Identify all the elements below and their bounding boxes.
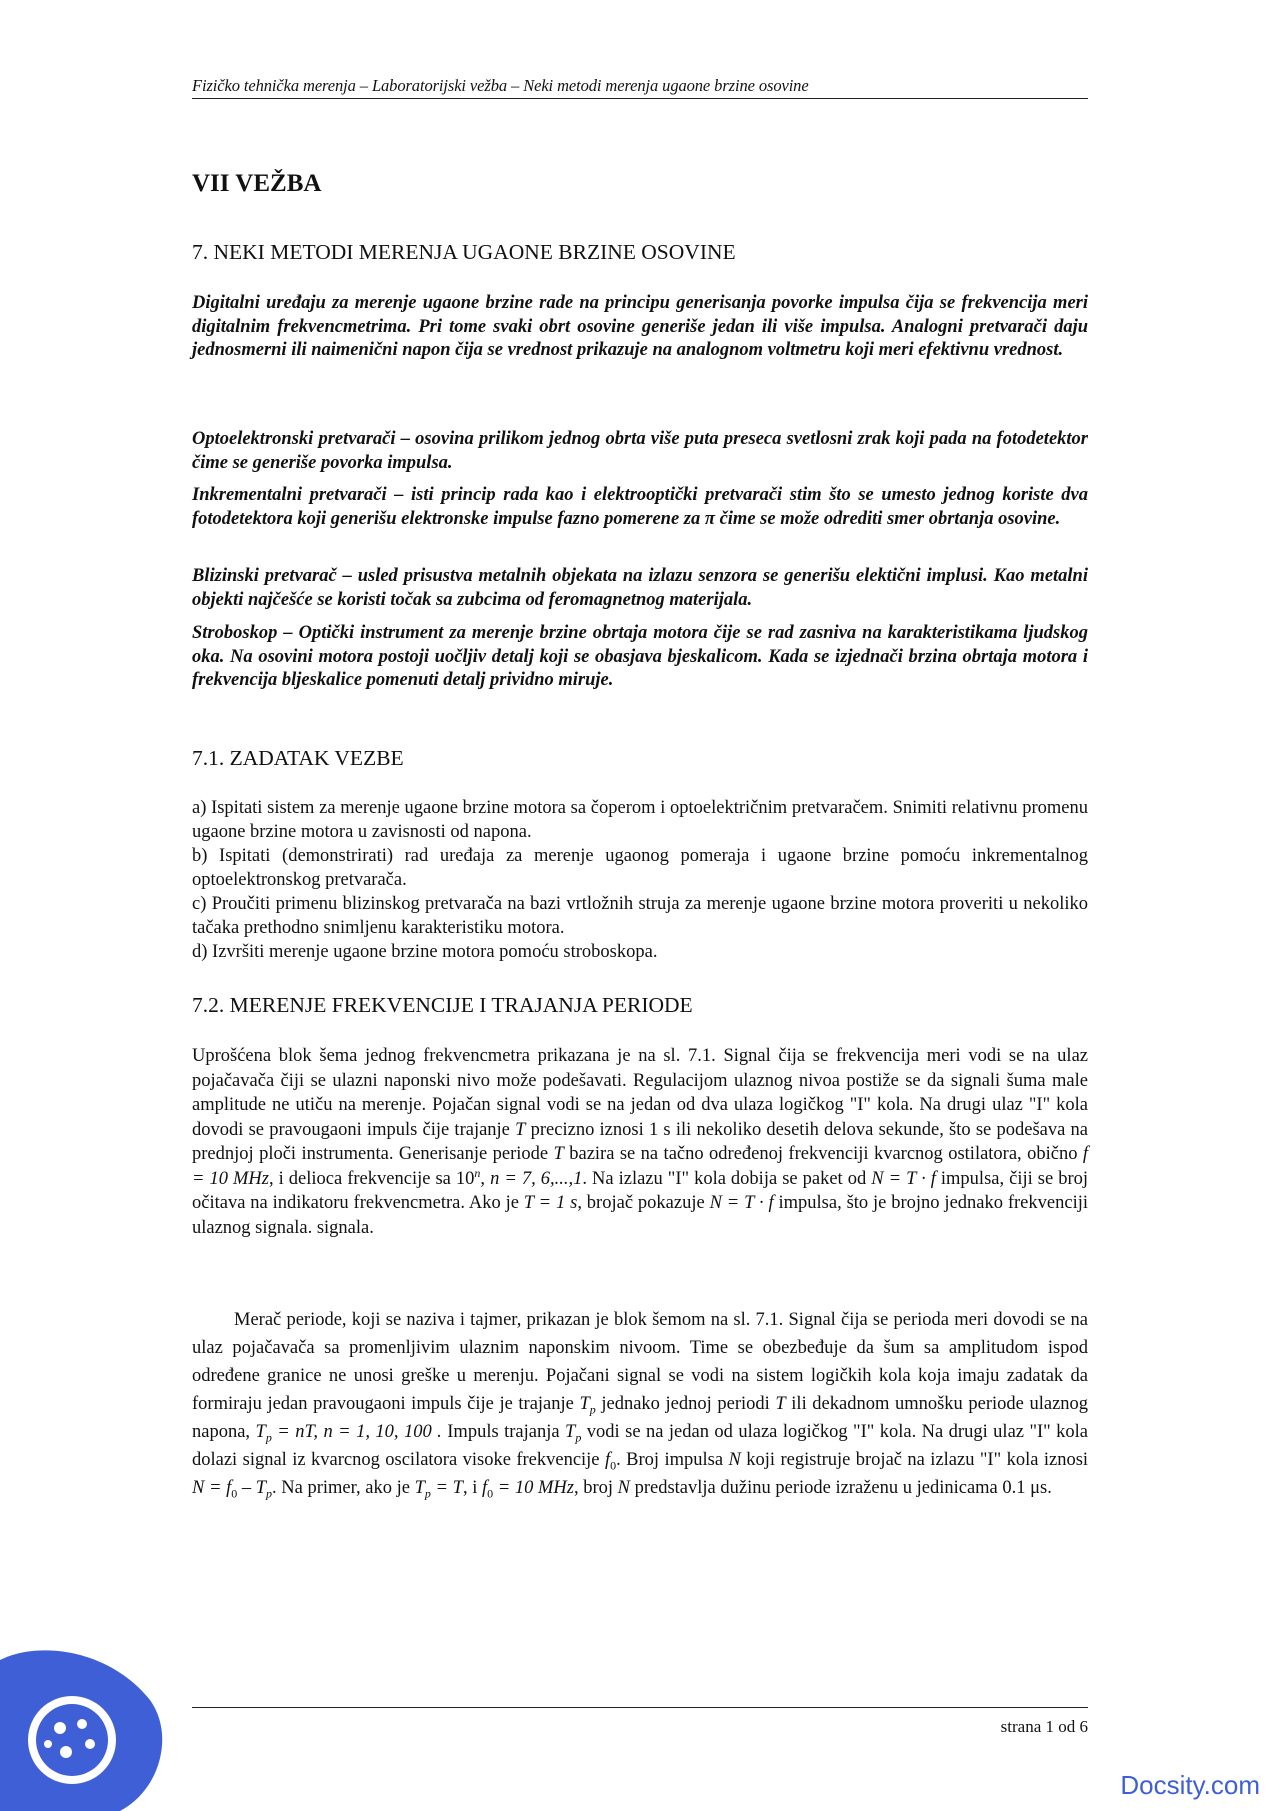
docsity-watermark[interactable]: Docsity.com bbox=[1120, 1770, 1260, 1800]
footer-divider bbox=[192, 1707, 1088, 1708]
task-a: a) Ispitati sistem za merenje ugaone brzine motora sa čoperom i optoelektričnim pretvaračem. Snimiti relativnu promenu ugaone brzine motora u zavisnosti od napona. bbox=[192, 798, 1088, 842]
intro-paragraph-opto: Optoelektronski pretvarači – osovina prilikom jednog obrta više puta preseca svetlosni zrak koji pada na fotodetektor čime se generiše povorka impulsa. bbox=[192, 429, 1088, 473]
section-heading-71: 7.1. ZADATAK VEZBE bbox=[192, 746, 404, 770]
page-header: Fizičko tehnička merenja – Laboratorijski vežba – Neki metodi merenja ugaone brzine osovine bbox=[192, 76, 1088, 99]
page-number: strana 1 od 6 bbox=[1000, 1717, 1088, 1736]
docsity-logo-icon bbox=[0, 1640, 170, 1811]
task-c: c) Proučiti primenu blizinskog pretvarača na bazi vrtložnih struja za merenje ugaone brzine motora proveriti u nekoliko tačaka prethodno snimljenu karakteristiku motora. bbox=[192, 894, 1088, 938]
section-heading-72: 7.2. MERENJE FREKVENCIJE I TRAJANJA PERIODE bbox=[192, 993, 693, 1017]
task-b: b) Ispitati (demonstrirati) rad uređaja za merenje ugaonog pomeraja i ugaone brzine pomoću inkrementalnog optoelektronskog pretvarača. bbox=[192, 846, 1088, 890]
intro-paragraph-stroboscope: Stroboskop – Optički instrument za merenje brzine obrtaja motora čije se rad zasniva na karakteristikama ljudskog oka. Na osovini motora postoji uočljiv detalj koji se obasjava bjeskalicom. Kada se izjednači brzina obrtaja motora i frekvencija bljeskalice pomenuti detalj prividno miruje. bbox=[192, 623, 1088, 690]
intro-paragraph-proximity: Blizinski pretvarač – usled prisustva metalnih objekata na izlazu senzora se generišu elektični implusi. Kao metalni objekti najčešće se koristi točak sa zubcima od feromagnetnog materijala. bbox=[192, 566, 1088, 610]
paragraph-frequency-meter: Uprošćena blok šema jednog frekvencmetra prikazana je na sl. 7.1. Signal čija se frekvencija meri vodi se na ulaz pojačavača čiji se ulazni naponski nivo može podešavati. Regulacijom ulaznog nivoa postiže se da signali šuma male amplitude ne utiču na merenje. Pojačan signal vodi se na jedan od dva ulaza logičkog "I" kola. Na drugi ulaz "I" kola dovodi se pravougaoni impuls čije trajanje T precizno iznosi 1 s ili nekoliko desetih delova sekunde, što se podešava na prednjoj ploči instrumenta. Generisanje periode T bazira se na tačno određenoj frekvenciji kvarcnog ostilatora, obično f = 10 MHz, i delioca frekvencije sa 10$^n$, n = 7, 6,...,1. Na izlazu "I" kola dobija se paket od N = T · f impulsa, čiji se broj očitava na indikatoru frekvencmetra. Ako je T = 1 s, brojač pokazuje N = T · f impulsa, što je brojno jednako frekvenciji ulaznog signala. signala. bbox=[192, 1046, 1089, 1238]
page-title: VII VEŽBA bbox=[192, 170, 322, 197]
paragraph-period-meter: Merač periode, koji se naziva i tajmer, prikazan je blok šemom na sl. 7.1. Signal čija se perioda meri dovodi se na ulaz pojačavača sa promenljivim ulaznim naponskim nivoom. Time se obezbeđuje da šum sa amplitudom ispod određene granice ne unosi greške u merenju. Pojačani signal se vodi na sistem logičkih kola koja imaju zadatak da formiraju jedan pravougaoni impuls čije je trajanje $T_p$ jednako jednoj periodi T ili dekadnom umnošku periode ulaznog napona, $T_p$ = nT, n = 1, 10, 100 . Impuls trajanja $T_p$ vodi se na jedan od ulaza logičkog "I" kola. Na drugi ulaz "I" kola dolazi signal iz kvarcnog oscilatora visoke frekvencije $f_0$. Broj impulsa N koji registruje brojač na izlazu "I" kola iznosi $N = f_0 - T_p$. Na primer, ako je $T_p = T$, i $f_0 = 10$ MHz, broj N predstavlja dužinu periode izraženu u jedinicama 0.1 μs. bbox=[192, 1310, 1089, 1501]
task-d: d) Izvršiti merenje ugaone brzine motora pomoću stroboskopa. bbox=[192, 942, 658, 962]
intro-paragraph-digital: Digitalni uređaju za merenje ugaone brzine rade na principu generisanja povorke impulsa čija se frekvencija meri digitalnim frekvencmetrima. Pri tome svaki obrt osovine generiše jedan ili više impulsa. Analogni pretvarači daju jednosmerni ili naimenični napon čija se vrednost prikazuje na analognom voltmetru koji meri efektivnu vrednost. bbox=[192, 293, 1088, 360]
intro-paragraph-incremental: Inkrementalni pretvarači – isti princip rada kao i elektrooptički pretvarači stim što se umesto jednog koriste dva fotodetektora koji generišu elektronske impulse fazno pomerene za π čime se može odrediti smer obrtanja osovine. bbox=[192, 485, 1088, 529]
section-heading-main: 7. NEKI METODI MERENJA UGAONE BRZINE OSOVINE bbox=[192, 240, 736, 264]
